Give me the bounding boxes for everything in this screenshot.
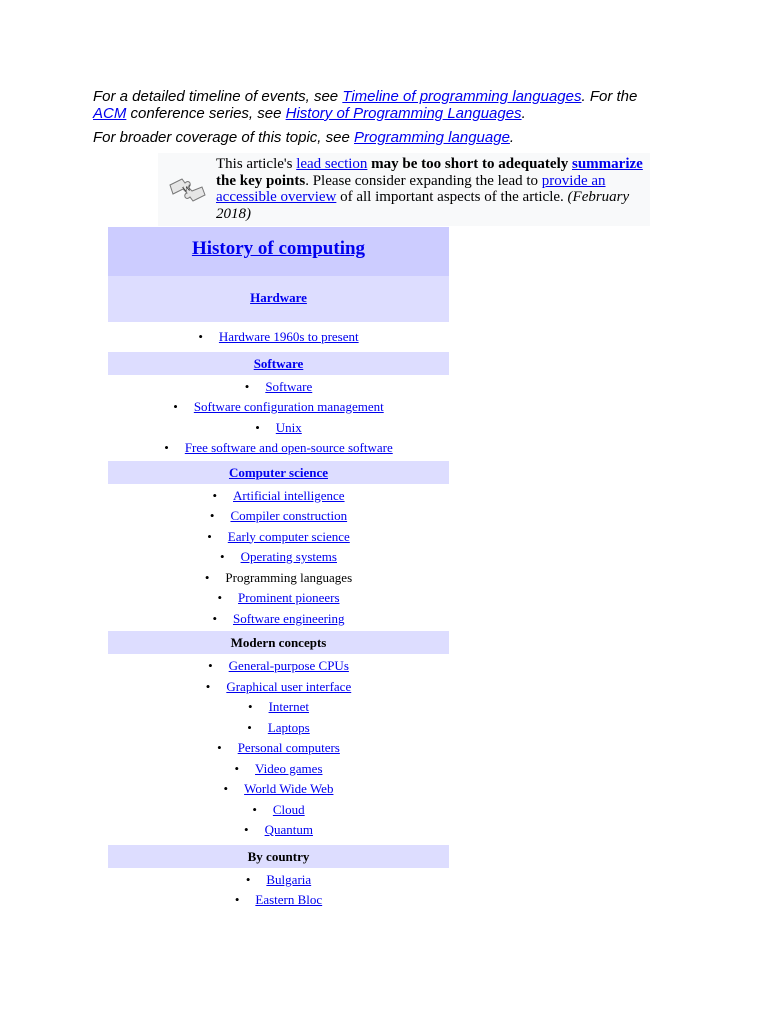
notice-text bbox=[216, 156, 646, 222]
nav-link[interactable]: Software engineering bbox=[233, 610, 345, 626]
nav-link[interactable]: General-purpose CPUs bbox=[228, 658, 349, 673]
notice-text-bold: may be too short to adequately bbox=[367, 156, 572, 172]
nav-link[interactable]: Eastern Bloc bbox=[255, 892, 323, 907]
nav-link[interactable]: Artificial intelligence bbox=[233, 487, 345, 503]
list-item bbox=[108, 820, 449, 841]
list-item bbox=[108, 697, 449, 718]
nav-link[interactable]: Cloud bbox=[272, 801, 305, 817]
nav-link[interactable]: Early computer science bbox=[227, 528, 350, 544]
list-item bbox=[108, 506, 449, 527]
group-computer-science bbox=[108, 461, 449, 484]
lead-too-short-notice bbox=[158, 153, 650, 226]
by-country-list bbox=[108, 868, 449, 911]
list-item bbox=[108, 568, 449, 589]
list-item bbox=[108, 588, 449, 609]
puzzle-piece-icon bbox=[166, 173, 208, 205]
timeline-link[interactable]: Timeline of programming languages bbox=[342, 88, 582, 105]
hatnote-text: . For the bbox=[581, 88, 638, 105]
list-item bbox=[108, 397, 449, 418]
lead-section-link[interactable]: lead section bbox=[296, 156, 368, 172]
list-item bbox=[108, 718, 449, 739]
nav-link[interactable]: Hardware 1960s to present bbox=[218, 329, 359, 344]
list-item bbox=[108, 486, 449, 507]
group-modern-concepts bbox=[108, 631, 449, 654]
nav-link[interactable]: Software configuration management bbox=[193, 399, 384, 414]
group-by-country bbox=[108, 845, 449, 868]
hatnote-text: . bbox=[521, 105, 526, 122]
navbox-title-link[interactable]: History of computing bbox=[191, 238, 366, 259]
group-hardware-link[interactable]: Hardware bbox=[250, 290, 307, 305]
group-software-link[interactable]: Software bbox=[253, 355, 304, 371]
list-item bbox=[108, 377, 449, 398]
group-computer-science-link[interactable]: Computer science bbox=[228, 464, 329, 480]
nav-link[interactable]: Free software and open-source software bbox=[184, 440, 393, 455]
hatnote-timeline bbox=[93, 88, 653, 122]
list-item bbox=[108, 527, 449, 548]
list-item bbox=[108, 870, 449, 891]
nav-link[interactable]: Graphical user interface bbox=[226, 678, 352, 694]
hatnote-text: . bbox=[509, 129, 515, 146]
acm-link[interactable]: ACM bbox=[93, 105, 127, 122]
hatnote-text: conference series, see bbox=[126, 105, 286, 122]
nav-link[interactable]: Laptops bbox=[267, 719, 310, 735]
list-item bbox=[108, 547, 449, 568]
list-item bbox=[108, 779, 449, 800]
computer-science-list bbox=[108, 484, 449, 632]
list-item bbox=[108, 759, 449, 780]
notice-text-bold: the key points bbox=[216, 172, 306, 189]
list-item bbox=[108, 890, 449, 911]
list-item bbox=[108, 418, 449, 439]
hatnote-broader bbox=[93, 129, 653, 146]
modern-concepts-list bbox=[108, 654, 449, 843]
group-by-country-label: By country bbox=[247, 848, 310, 864]
list-item bbox=[108, 738, 449, 759]
list-item bbox=[108, 438, 449, 459]
group-modern-concepts-label: Modern concepts bbox=[230, 635, 327, 650]
nav-current-page: Programming languages bbox=[225, 569, 353, 585]
list-item bbox=[108, 677, 449, 698]
group-hardware bbox=[108, 276, 449, 322]
summarize-link[interactable]: summarize bbox=[572, 156, 643, 172]
nav-link[interactable]: Bulgaria bbox=[266, 871, 312, 887]
list-item bbox=[108, 327, 449, 348]
nav-link[interactable]: Personal computers bbox=[237, 740, 340, 755]
hatnote-text: For broader coverage of this topic, see bbox=[93, 129, 354, 146]
nav-link[interactable]: Video games bbox=[255, 760, 323, 776]
nav-link[interactable]: Prominent pioneers bbox=[238, 590, 340, 605]
notice-text-part: . Please consider expanding the lead to bbox=[305, 172, 542, 189]
notice-text-part: This article's bbox=[216, 156, 297, 172]
notice-text-part: of all important aspects of the article. bbox=[336, 189, 568, 205]
list-item bbox=[108, 800, 449, 821]
group-software bbox=[108, 352, 449, 375]
nav-link[interactable]: Internet bbox=[268, 699, 309, 714]
nav-link[interactable]: Quantum bbox=[264, 822, 313, 837]
history-of-computing-navbox bbox=[108, 227, 449, 911]
software-list bbox=[108, 375, 449, 461]
nav-link[interactable]: Unix bbox=[275, 419, 302, 435]
nav-link[interactable]: Software bbox=[265, 378, 313, 394]
hopl-link[interactable]: History of Programming Languages bbox=[285, 105, 522, 122]
programming-language-link[interactable]: Programming language bbox=[353, 129, 510, 146]
nav-link[interactable]: Compiler construction bbox=[230, 508, 348, 523]
hardware-list bbox=[108, 322, 449, 352]
accessible-overview-link[interactable]: provide an accessible overview bbox=[216, 172, 606, 205]
notice-date: (February 2018) bbox=[216, 189, 630, 222]
list-item bbox=[108, 609, 449, 630]
navbox-title bbox=[108, 227, 449, 276]
svg-text:W: W bbox=[181, 182, 193, 195]
hatnote-text: For a detailed timeline of events, see bbox=[93, 88, 343, 105]
nav-link[interactable]: Operating systems bbox=[240, 549, 337, 564]
list-item bbox=[108, 656, 449, 677]
nav-link[interactable]: World Wide Web bbox=[244, 781, 334, 796]
